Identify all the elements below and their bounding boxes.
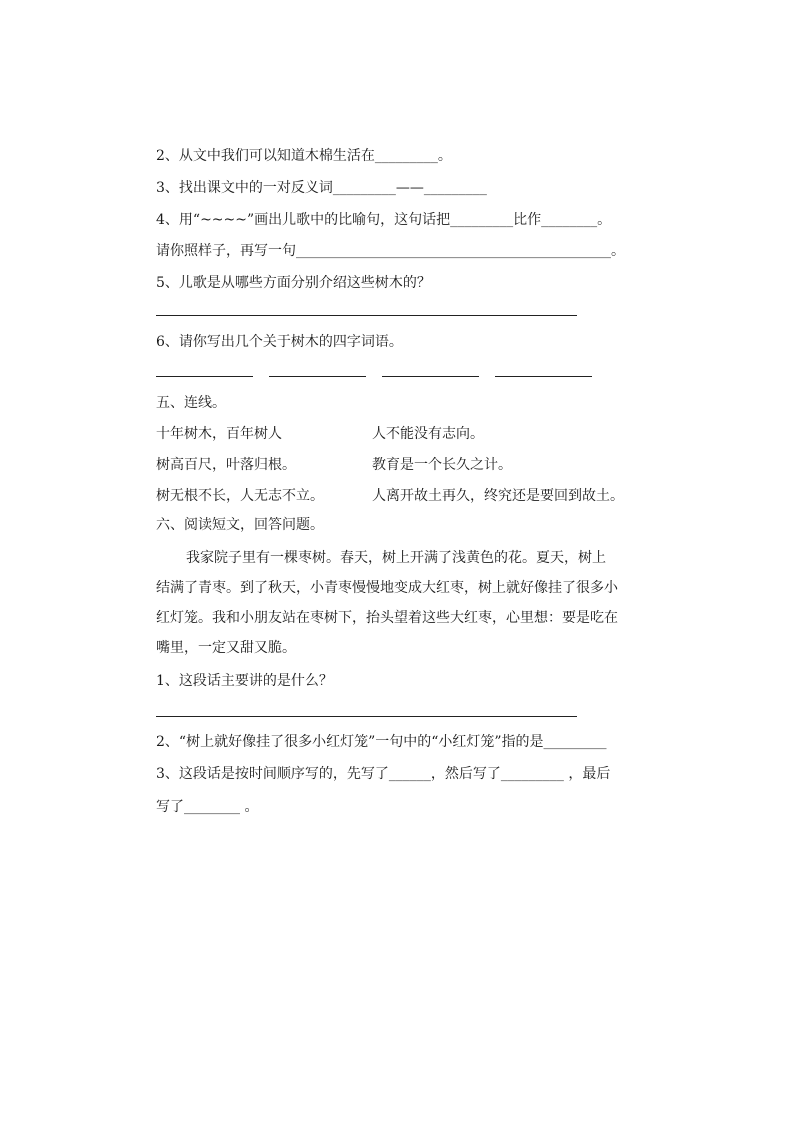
match-right-3: 人离开故土再久，终究还是要回到故土。: [372, 488, 624, 504]
reading-question-3-continuation: 写了________ 。: [156, 799, 259, 815]
reading-question-1: 1、这段话主要讲的是什么？: [156, 673, 333, 689]
passage-line-2: 结满了青枣。到了秋天，小青枣慢慢地变成大红枣，树上就好像挂了很多小: [156, 580, 618, 596]
passage-line-3: 红灯笼。我和小朋友站在枣树下，抬头望着这些大红枣，心里想：要是吃在: [156, 610, 618, 626]
passage-line-1: 我家院子里有一棵枣树。春天，树上开满了浅黄色的花。夏天，树上: [186, 550, 606, 566]
match-right-1: 人不能没有志向。: [372, 426, 484, 442]
match-left-3: 树无根不长，人无志不立。: [156, 488, 324, 504]
match-left-1: 十年树木，百年树人: [156, 426, 282, 442]
reading-question-2: 2、“树上就好像挂了很多小红灯笼”一句中的“小红灯笼”指的是_________: [156, 734, 607, 750]
question-2: 2、从文中我们可以知道木棉生活在_________。: [156, 148, 452, 164]
answer-blank-6c: [382, 376, 479, 377]
answer-blank-6b: [269, 376, 366, 377]
answer-blank-6d: [495, 376, 592, 377]
reading-question-3: 3、这段话是按时间顺序写的，先写了______，然后写了_________ ，最后: [156, 766, 611, 782]
section-5-title: 五、连线。: [156, 395, 226, 411]
question-5: 5、儿歌是从哪些方面分别介绍这些树木的？: [156, 275, 431, 291]
question-4: 4、用“~~~~”画出儿歌中的比喻句，这句话把_________比作________。: [156, 212, 612, 228]
question-6: 6、请你写出几个关于树木的四字词语。: [156, 334, 403, 350]
match-right-2: 教育是一个长久之计。: [372, 457, 512, 473]
question-3: 3、找出课文中的一对反义词_________——_________: [156, 180, 487, 196]
answer-line-5: [156, 315, 577, 316]
section-6-title: 六、阅读短文，回答问题。: [156, 517, 324, 533]
question-4-continuation: 请你照样子，再写一句_____________________________________________。: [156, 243, 625, 259]
answer-blank-6a: [156, 376, 253, 377]
answer-line-r1: [156, 716, 577, 717]
passage-line-4: 嘴里，一定又甜又脆。: [156, 640, 296, 656]
match-left-2: 树高百尺，叶落归根。: [156, 457, 296, 473]
